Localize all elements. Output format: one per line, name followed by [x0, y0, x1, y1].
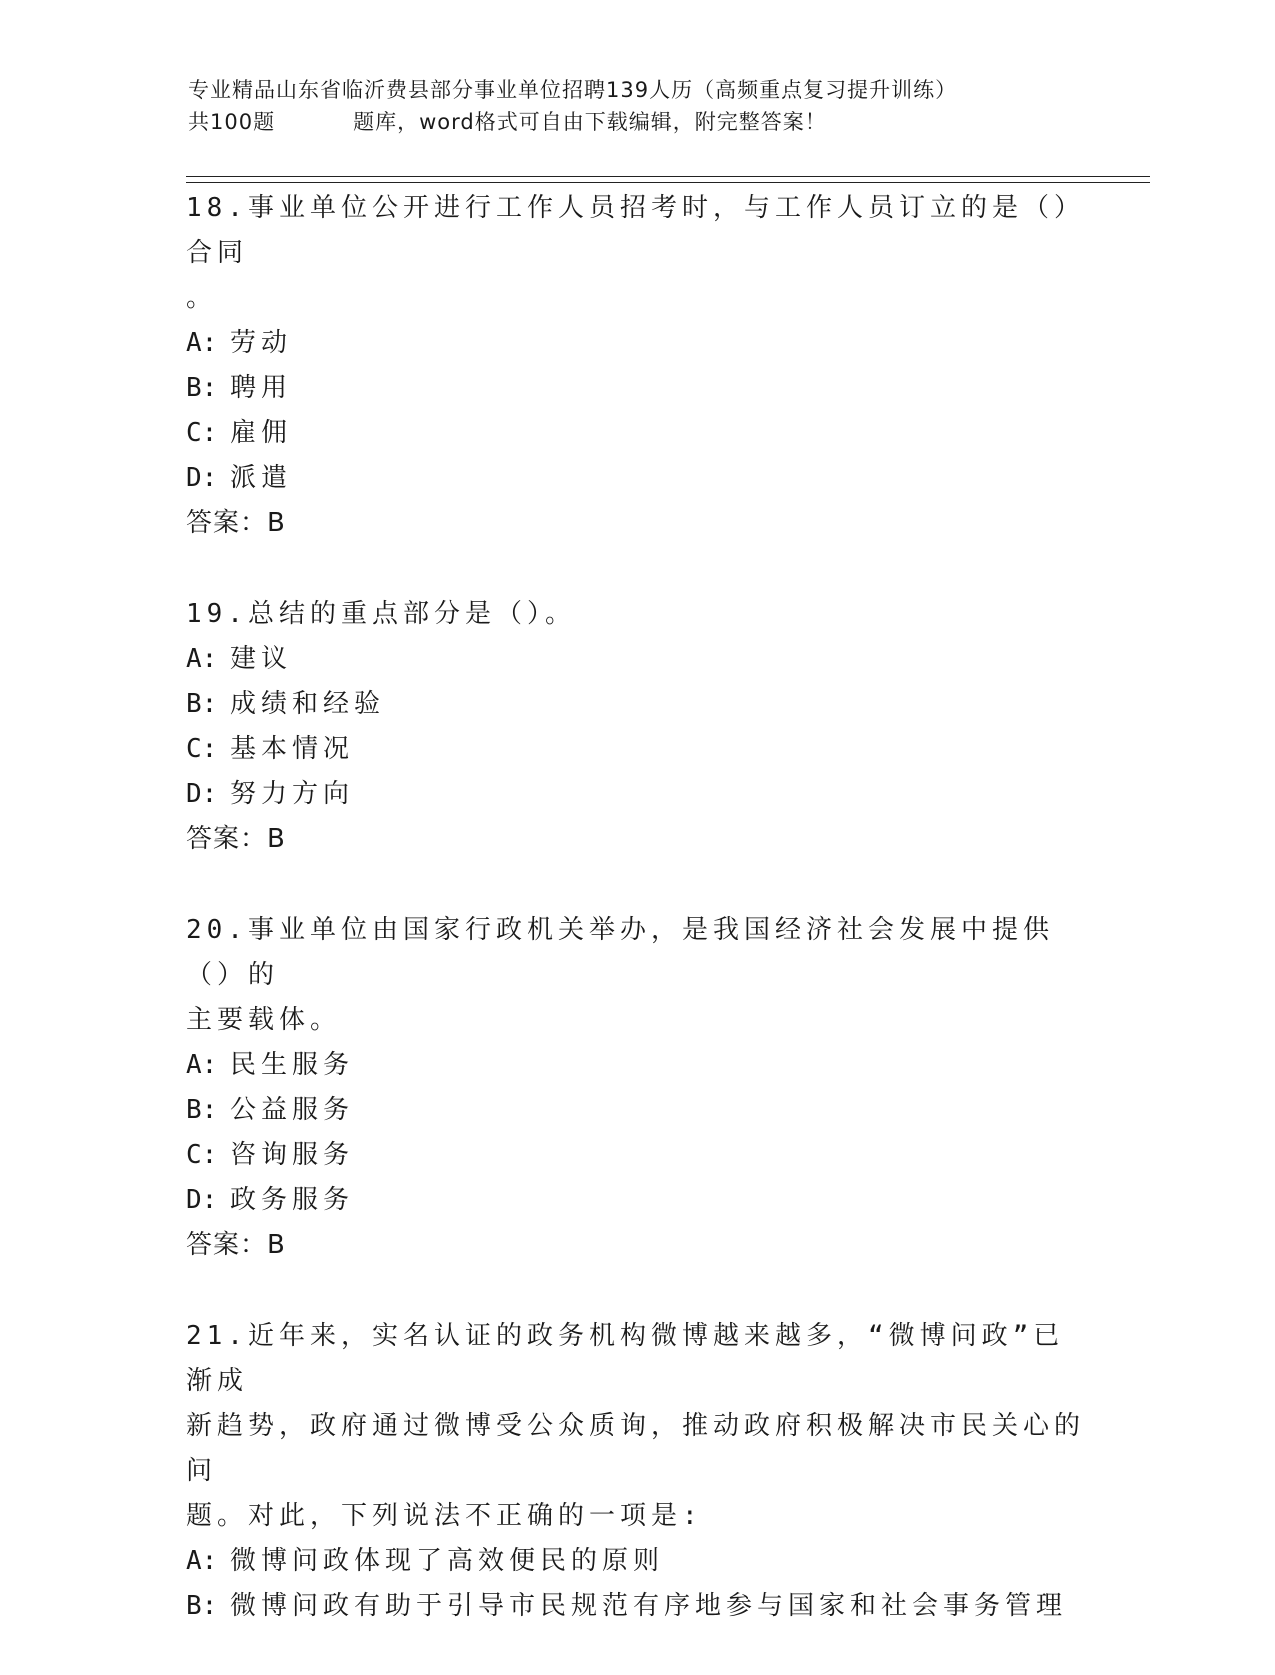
option-text: 建议: [230, 644, 293, 674]
question-stem-line: 主要载体。: [186, 1005, 342, 1035]
option-text: 咨询服务: [230, 1140, 355, 1170]
option-text: 劳动: [230, 328, 293, 358]
question-stem-line: 新趋势，政府通过微博受公众质询，推动政府积极解决市民关心的问: [186, 1411, 1086, 1486]
option-text: 公益服务: [230, 1095, 355, 1125]
question-stem-line: 19.总结的重点部分是（）。: [186, 599, 576, 629]
option-letter: B:: [186, 1095, 218, 1125]
option-c: [186, 727, 1086, 772]
answer-line: 答案：B: [186, 508, 286, 538]
option-d: [186, 456, 1086, 501]
question-stem-line: 。: [186, 283, 218, 313]
option-letter: B:: [186, 1591, 218, 1621]
option-text: 微博问政体现了高效便民的原则: [230, 1546, 665, 1576]
header-rule-top: [186, 176, 1150, 177]
option-text: 成绩和经验: [230, 689, 386, 719]
question-stem: [186, 186, 1086, 321]
option-d: [186, 1178, 1086, 1223]
question-stem: [186, 1314, 1086, 1539]
answer-line: 答案：B: [186, 1230, 286, 1260]
option-letter: B:: [186, 689, 218, 719]
header-title: 专业精品山东省临沂费县部分事业单位招聘139人历（高频重点复习提升训练）: [188, 78, 958, 102]
option-text: 微博问政有助于引导市民规范有序地参与国家和社会事务管理: [230, 1591, 1068, 1621]
option-text: 民生服务: [230, 1050, 355, 1080]
option-b: [186, 366, 1086, 411]
option-b: [186, 1088, 1086, 1133]
option-a: [186, 1539, 1086, 1584]
option-text: 雇佣: [230, 418, 293, 448]
question-item: [186, 908, 1086, 1268]
question-stem-line: 21.近年来，实名认证的政务机构微博越来越多，“微博问政”已渐成: [186, 1321, 1065, 1396]
header-rule-bottom: [186, 182, 1150, 183]
option-b: [186, 682, 1086, 727]
document-header: [188, 74, 1108, 138]
option-letter: D:: [186, 463, 218, 493]
header-subtitle: [188, 106, 1108, 138]
option-text: 派遣: [230, 463, 293, 493]
option-c: [186, 1133, 1086, 1178]
question-stem: [186, 592, 1086, 637]
question-stem-line: 题。对此，下列说法不正确的一项是:: [186, 1501, 703, 1531]
option-letter: C:: [186, 418, 218, 448]
question-item: [186, 1314, 1086, 1629]
question-item: [186, 592, 1086, 862]
header-description: 题库，word格式可自由下载编辑，附完整答案！: [353, 110, 827, 134]
option-a: [186, 637, 1086, 682]
question-stem-line: 18.事业单位公开进行工作人员招考时，与工作人员订立的是（）合同: [186, 193, 1085, 268]
option-letter: A:: [186, 1546, 218, 1576]
question-list: [186, 186, 1086, 1675]
option-text: 政务服务: [230, 1185, 355, 1215]
option-b: [186, 1584, 1086, 1629]
option-letter: C:: [186, 1140, 218, 1170]
question-item: [186, 186, 1086, 546]
option-letter: A:: [186, 1050, 218, 1080]
option-letter: A:: [186, 328, 218, 358]
option-letter: B:: [186, 373, 218, 403]
question-stem-line: 20.事业单位由国家行政机关举办，是我国经济社会发展中提供（）的: [186, 915, 1054, 990]
option-letter: D:: [186, 779, 218, 809]
option-text: 努力方向: [230, 779, 355, 809]
option-c: [186, 411, 1086, 456]
option-letter: D:: [186, 1185, 218, 1215]
option-a: [186, 1043, 1086, 1088]
option-d: [186, 772, 1086, 817]
question-stem: [186, 908, 1086, 1043]
option-letter: C:: [186, 734, 218, 764]
option-text: 聘用: [230, 373, 293, 403]
option-text: 基本情况: [230, 734, 355, 764]
answer-line: 答案：B: [186, 824, 286, 854]
option-a: [186, 321, 1086, 366]
header-count: 共100题: [188, 110, 276, 134]
option-letter: A:: [186, 644, 218, 674]
